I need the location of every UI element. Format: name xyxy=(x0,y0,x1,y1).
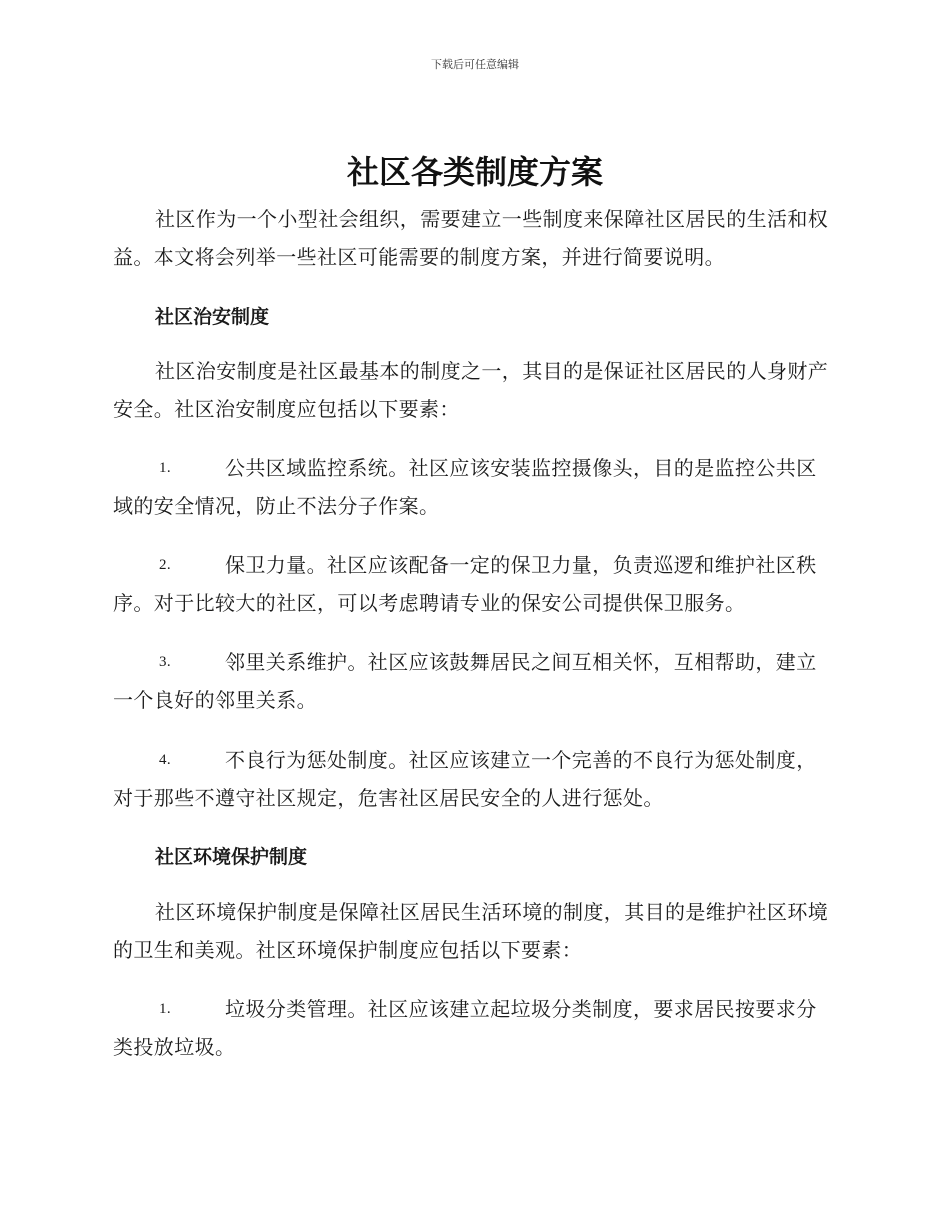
list-item-number: 1. xyxy=(159,1001,172,1017)
header-note: 下载后可任意编辑 xyxy=(431,58,519,71)
section-environment xyxy=(113,838,833,876)
list-item-text: 保卫力量。社区应该配备一定的保卫力量，负责巡逻和维护社区秩序。对于比较大的社区，可以考虑聘请专业的保安公司提供保卫服务。 xyxy=(113,553,817,615)
section-description: 社区治安制度是社区最基本的制度之一，其目的是保证社区居民的人身财产安全。社区治安制度应包括以下要素： xyxy=(113,359,829,421)
section-description: 社区环境保护制度是保障社区居民生活环境的制度，其目的是维护社区环境的卫生和美观。社区环境保护制度应包括以下要素： xyxy=(113,900,829,962)
list-item-number: 4. xyxy=(159,752,172,768)
list-item xyxy=(113,643,833,719)
list-item-text: 不良行为惩处制度。社区应该建立一个完善的不良行为惩处制度，对于那些不遵守社区规定，危害社区居民安全的人进行惩处。 xyxy=(113,748,817,810)
document-title: 社区各类制度方案 xyxy=(346,153,603,191)
section-security-description xyxy=(113,352,833,428)
intro-block xyxy=(113,200,833,276)
section-security xyxy=(113,298,833,336)
list-item-text: 垃圾分类管理。社区应该建立起垃圾分类制度，要求居民按要求分类投放垃圾。 xyxy=(113,997,817,1059)
list-item xyxy=(113,990,833,1066)
list-item xyxy=(113,741,833,817)
list-item-number: 3. xyxy=(159,654,172,670)
list-item-number: 1. xyxy=(159,460,172,476)
list-item-text: 公共区域监控系统。社区应该安装监控摄像头，目的是监控公共区域的安全情况，防止不法分子作案。 xyxy=(113,456,817,518)
list-item xyxy=(113,449,833,525)
list-item-number: 2. xyxy=(159,557,172,573)
list-item xyxy=(113,546,833,622)
list-item-text: 邻里关系维护。社区应该鼓舞居民之间互相关怀，互相帮助，建立一个良好的邻里关系。 xyxy=(113,650,817,712)
section-heading: 社区治安制度 xyxy=(155,306,270,328)
intro-paragraph: 社区作为一个小型社会组织，需要建立一些制度来保障社区居民的生活和权益。本文将会列举一些社区可能需要的制度方案，并进行简要说明。 xyxy=(113,207,829,269)
section-heading: 社区环境保护制度 xyxy=(155,846,308,868)
section-environment-description xyxy=(113,893,833,969)
